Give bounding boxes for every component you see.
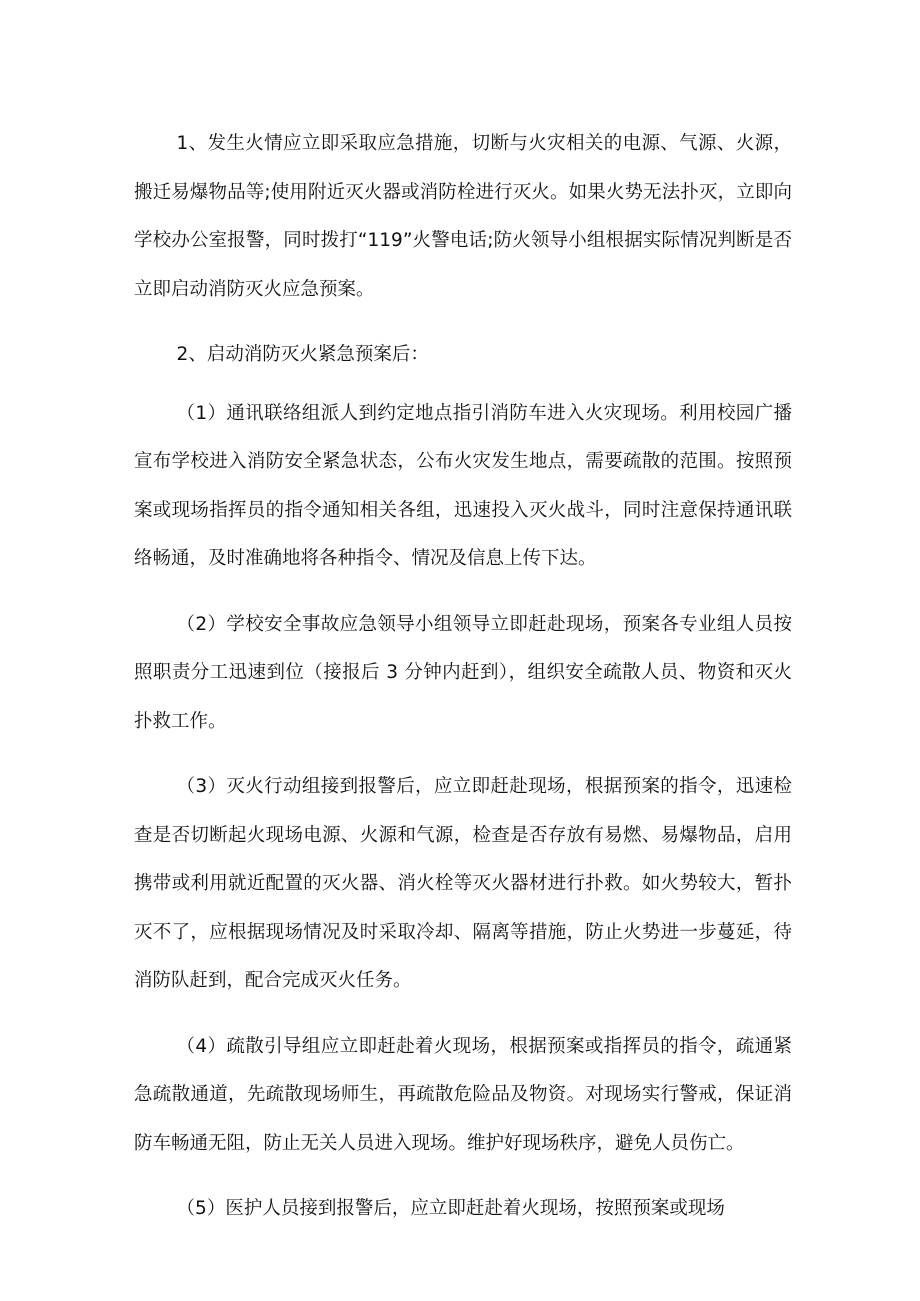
document-body [134, 120, 792, 1251]
paragraph-communication-group: （1）通讯联络组派人到约定地点指引消防车进入火灾现场。利用校园广播宣布学校进入消防安全紧急状态，公布火灾发生地点，需要疏散的范围。按照预案或现场指挥员的指令通知相关各组，迅速投入灭火战斗，同时注意保持通讯联络畅通，及时准确地将各种指令、情况及信息上传下达。 [134, 402, 792, 569]
paragraph-leadership-group: （2）学校安全事故应急领导小组领导立即赶赴现场，预案各专业组人员按照职责分工迅速到位（接报后 3 分钟内赶到），组织安全疏散人员、物资和灭火扑救工作。 [134, 613, 792, 732]
paragraph-plan-start: 2、启动消防灭火紧急预案后： [176, 344, 429, 365]
paragraph-medical-staff: （5）医护人员接到报警后，应立即赶赴着火现场，按照预案或现场 [176, 1198, 725, 1219]
paragraph-fire-response: 1、发生火情应立即采取应急措施，切断与火灾相关的电源、气源、火源，搬迁易爆物品等;使用附近灭火器或消防栓进行灭火。如果火势无法扑灭，立即向学校办公室报警，同时拨打“119”火警电话;防火领导小组根据实际情况判断是否立即启动消防灭火应急预案。 [134, 133, 792, 300]
paragraph-evacuation-group: （4）疏散引导组应立即赶赴着火现场，根据预案或指挥员的指令，疏通紧急疏散通道，先疏散现场师生，再疏散危险品及物资。对现场实行警戒，保证消防车畅通无阻，防止无关人员进入现场。维护好现场秩序，避免人员伤亡。 [134, 1035, 792, 1154]
paragraph-firefighting-group: （3）灭火行动组接到报警后，应立即赶赴现场，根据预案的指令，迅速检查是否切断起火现场电源、火源和气源，检查是否存放有易燃、易爆物品，启用携带或利用就近配置的灭火器、消火栓等灭火器材进行扑救。如火势较大，暂扑灭不了，应根据现场情况及时采取冷却、隔离等措施，防止火势进一步蔓延，待消防队赶到，配合完成灭火任务。 [134, 776, 792, 991]
